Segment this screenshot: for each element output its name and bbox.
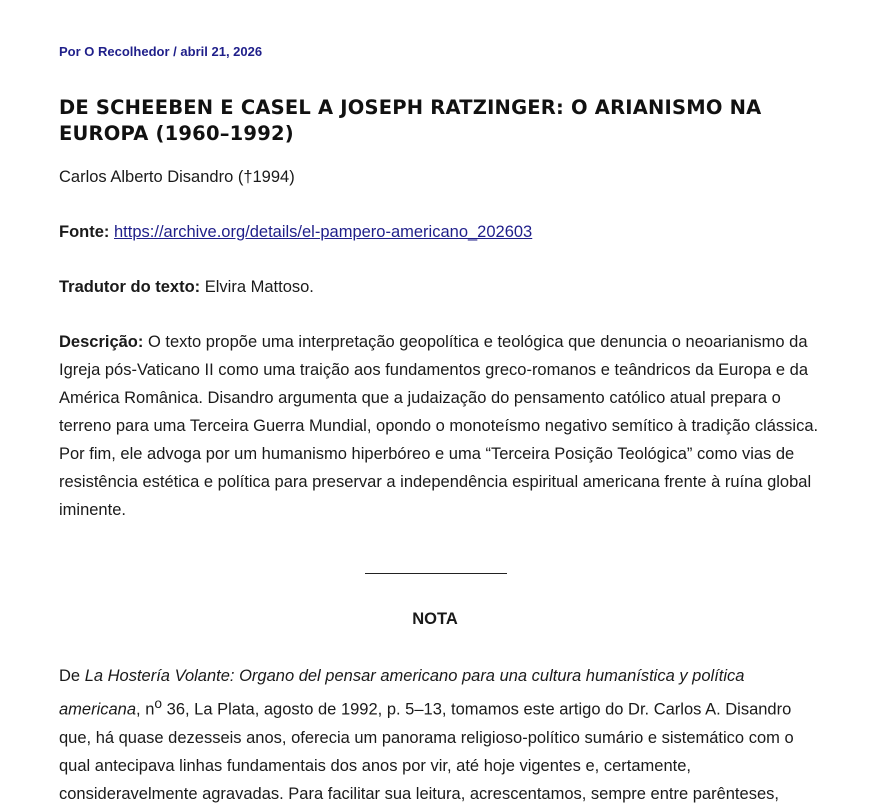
author-line: Carlos Alberto Disandro (†1994) — [59, 168, 295, 186]
description-label: Descrição: — [59, 333, 144, 351]
post-meta — [59, 44, 262, 59]
source-label: Fonte: — [59, 223, 110, 241]
meta-separator: / — [173, 44, 177, 59]
note-intro: De — [59, 667, 81, 685]
note-paragraph — [59, 662, 819, 808]
note-text: 36, La Plata, agosto de 1992, p. 5–13, tomamos este artigo do Dr. Carlos A. Disandro que, há quase dezesseis anos, oferecia um panorama religioso-político sumário e sistemático com o qual antecipava linhas fundamentais dos anos por vir, até hoje vigentes e, certamente, consideravelmente agravadas. Para facilitar sua leitura, acrescentamos, sempre entre parênteses, — [59, 700, 794, 803]
source-line — [59, 218, 532, 246]
translator-line — [59, 273, 314, 301]
author-link[interactable]: O Recolhedor — [84, 44, 170, 59]
article-title: DE SCHEEBEN E CASEL A JOSEPH RATZINGER: O ARIANISMO NA EUROPA (1960–1992) — [59, 96, 762, 145]
meta-prefix: Por — [59, 44, 81, 59]
translator-name: Elvira Mattoso. — [204, 278, 314, 296]
source-link[interactable]: https://archive.org/details/el-pampero-americano_202603 — [114, 223, 533, 241]
description-paragraph — [59, 328, 819, 524]
description-text: O texto propõe uma interpretação geopolítica e teológica que denuncia o neoarianismo da Igreja pós-Vaticano II como uma traição aos fundamentos greco-romanos e teândricos da Europa e da América Românica. Disandro argumenta que a judaização do pensamento católico atual prepara o terreno para uma Terceira Guerra Mundial, opondo o monoteísmo negativo semítico à tradição clássica. Por fim, ele advoga por um humanismo hiperbóreo e uma “Terceira Posição Teológica” como vias de resistência estética e política para preservar a independência espiritual americana frente à ruína global iminente. — [59, 333, 819, 519]
issue-prefix: , n — [136, 700, 155, 719]
issue-superscript: o — [154, 696, 163, 711]
translator-label: Tradutor do texto: — [59, 278, 201, 296]
publication-title: La Hostería Volante: Organo del pensar americano para una cultura humanística y política americana — [59, 667, 745, 719]
section-divider — [365, 573, 507, 574]
date-link[interactable]: abril 21, 2026 — [180, 44, 263, 59]
note-heading: NOTA — [412, 610, 458, 628]
